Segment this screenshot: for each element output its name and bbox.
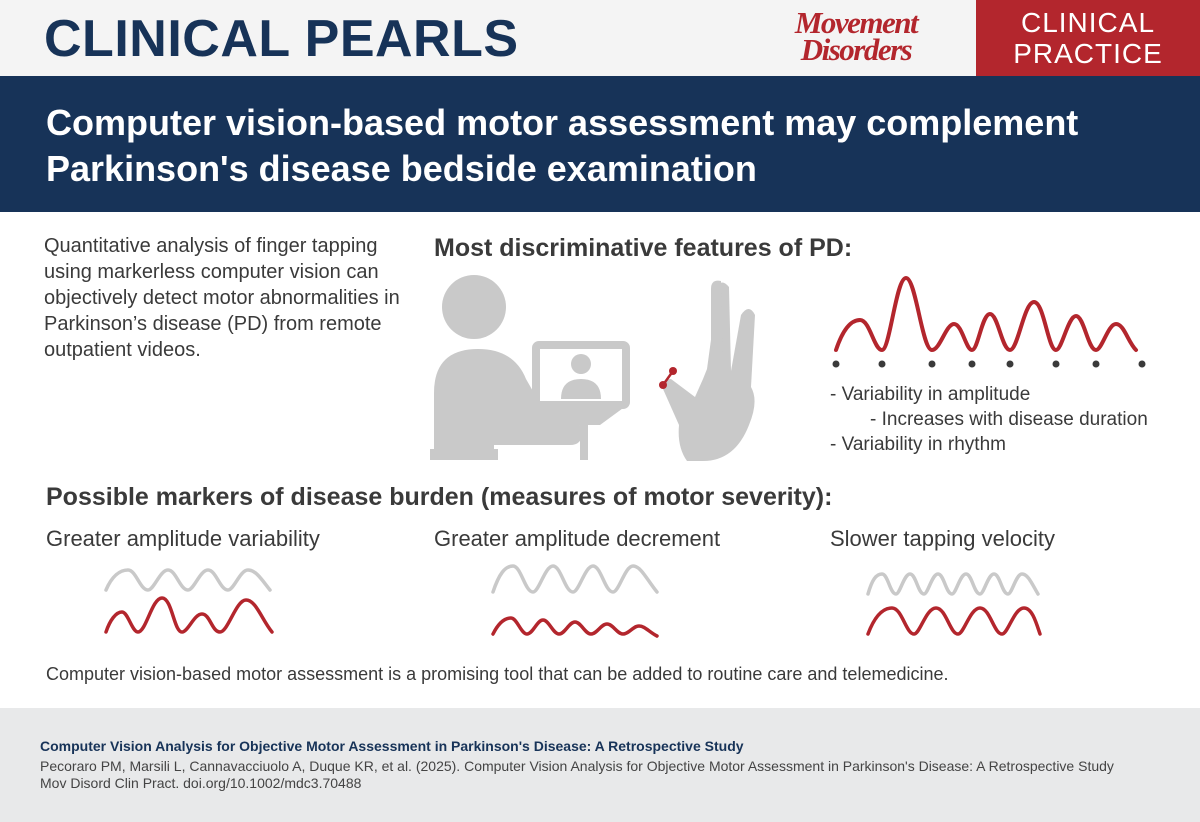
feature-item: - Variability in amplitude bbox=[830, 384, 1031, 405]
amplitude-variability-wave-icon bbox=[100, 560, 280, 640]
marker-amplitude-decrement: Greater amplitude decrement bbox=[434, 526, 721, 551]
citation-body bbox=[40, 758, 1114, 792]
burden-heading: Possible markers of disease burden (measures of motor severity): bbox=[46, 483, 833, 511]
clinical-practice-badge bbox=[976, 0, 1200, 76]
feature-item: - Variability in rhythm bbox=[830, 434, 1006, 455]
citation-line2: Mov Disord Clin Pract. doi.org/10.1002/mdc3.70488 bbox=[40, 775, 362, 791]
finger-tapping-hand-icon bbox=[645, 275, 765, 465]
intro-text: Quantitative analysis of finger tapping using markerless computer vision can objectively detect motor abnormalities in Parkinson’s disease (PD) from remote outpatient videos. bbox=[44, 235, 400, 361]
journal-logo bbox=[756, 5, 956, 67]
features-heading: Most discriminative features of PD: bbox=[434, 234, 853, 262]
badge-line2: PRACTICE bbox=[1013, 38, 1163, 69]
tapping-velocity-wave-icon bbox=[862, 560, 1052, 640]
conclusion-text: Computer vision-based motor assessment is a promising tool that can be added to routine care and telemedicine. bbox=[46, 664, 949, 684]
citation-line1: Pecoraro PM, Marsili L, Cannavacciuolo A, Duque KR, et al. (2025). Computer Vision Analysis for Objective Motor Assessment in Parkinson's Disease: A Retrospective Study bbox=[40, 758, 1114, 774]
marker-tapping-velocity: Slower tapping velocity bbox=[830, 526, 1056, 551]
badge-line1: CLINICAL bbox=[1020, 7, 1156, 38]
citation-title: Computer Vision Analysis for Objective Motor Assessment in Parkinson's Disease: A Retrospective Study bbox=[40, 738, 744, 754]
tapping-wave-icon bbox=[830, 272, 1150, 372]
feature-subitem: - Increases with disease duration bbox=[870, 409, 1148, 430]
banner-title: Computer vision-based motor assessment may complement Parkinson's disease bedside examination bbox=[46, 102, 1079, 189]
video-call-person-icon bbox=[430, 275, 630, 460]
features-list bbox=[830, 382, 1148, 457]
journal-logo-line1: Movement bbox=[794, 5, 918, 40]
marker-amplitude-variability: Greater amplitude variability bbox=[46, 526, 320, 551]
journal-logo-line2: Disorders bbox=[800, 32, 912, 67]
amplitude-decrement-wave-icon bbox=[487, 560, 677, 640]
series-title: CLINICAL PEARLS bbox=[44, 10, 519, 68]
